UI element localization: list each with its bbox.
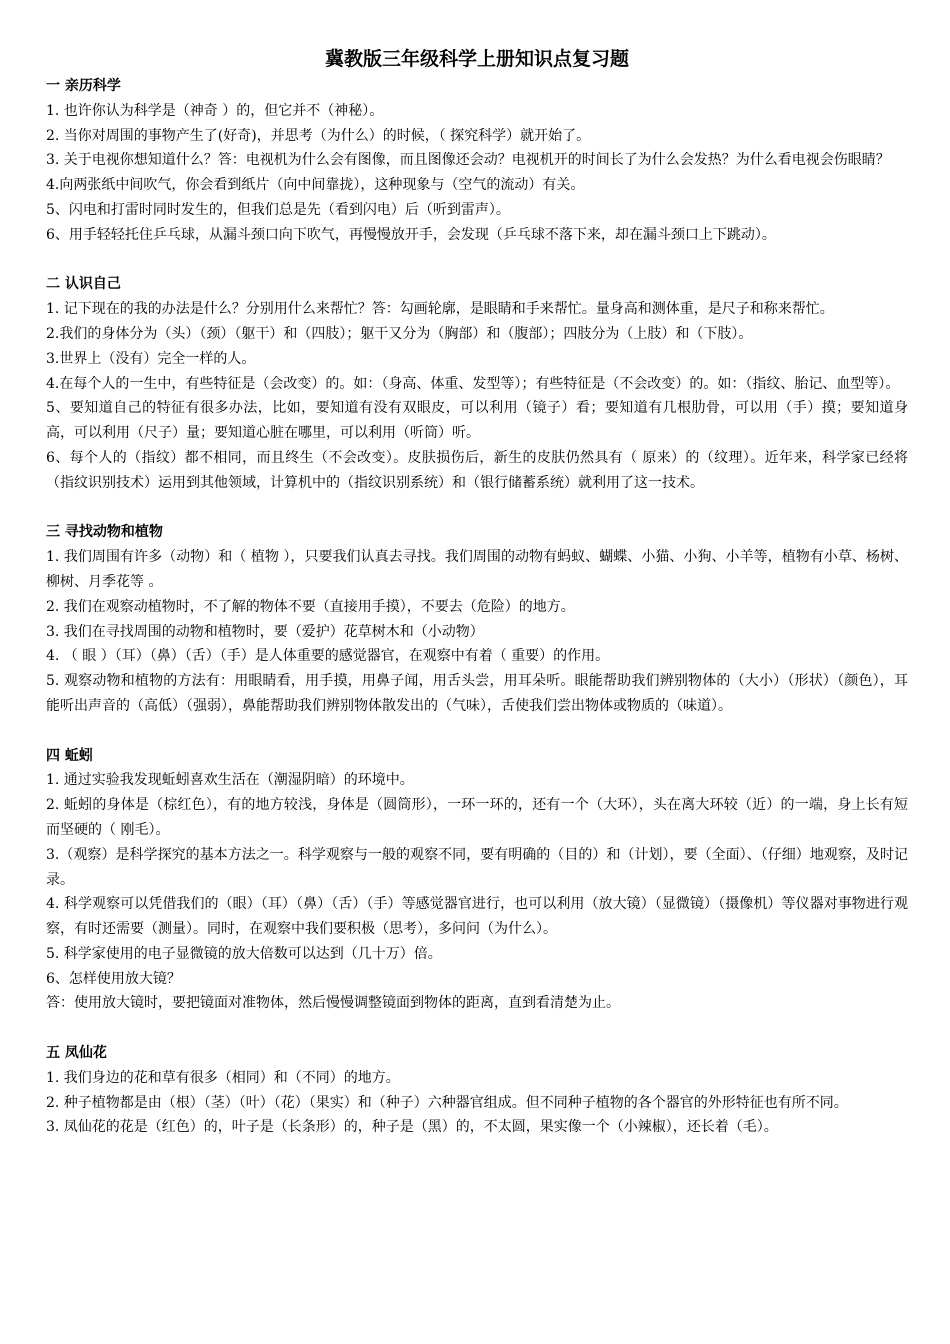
section-heading: 一 亲历科学: [46, 78, 121, 94]
question-item: 4.在每个人的一生中，有些特征是（会改变）的。如：（身高、体重、发型等）；有些特征是（不会改变）的。如：（指纹、胎记、血型等）。: [46, 375, 900, 392]
question-item: 3. 关于电视你想知道什么？答：电视机为什么会有图像，而且图像还会动？电视机开的时间长了为什么会发热？为什么看电视会伤眼睛？: [46, 152, 890, 169]
document-title: 冀教版三年级科学上册知识点复习题: [324, 48, 629, 70]
question-item: 3. 凤仙花的花是（红色）的，叶子是（长条形）的，种子是（黑）的，不太圆，果实像一个（小辣椒），还长着（毛）。: [46, 1119, 778, 1136]
question-item: 3.世界上（没有）完全一样的人。: [46, 350, 256, 367]
question-item: 6、用手轻轻托住乒乓球，从漏斗颈口向下吹气，再慢慢放开手，会发现（乒乓球不落下来，却在漏斗颈口上下跳动）。: [46, 226, 776, 243]
section-5: [46, 1041, 908, 1140]
question-item: 1. 我们周围有许多（动物）和（ 植物 ），只要我们认真去寻找。我们周围的动物有蚂蚁、蝴蝶、小猫、小狗、小羊等，植物有小草、杨树、柳树、月季花等 。: [46, 549, 908, 590]
section-1: [46, 74, 908, 248]
question-item: 5. 观察动物和植物的方法有：用眼睛看，用手摸，用鼻子闻，用舌头尝，用耳朵听。眼能帮助我们辨别物体的（大小）（形状）（颜色），耳能听出声音的（高低）（强弱），鼻能帮助我们辨别物体散发出的（气味），舌使我们尝出物体或物质的（味道）。: [46, 673, 908, 714]
question-item: 6、每个人的（指纹）都不相同，而且终生（不会改变）。皮肤损伤后，新生的皮肤仍然具有（ 原来）的（纹理）。近年来，科学家已经将（指纹识别技术）运用到其他领域，计算机中的（指纹识别系统）和（银行储蓄系统）就利用了这一技术。: [46, 449, 908, 491]
question-item: 2.我们的身体分为（头）（颈）（躯干）和（四肢）；躯干又分为（胸部）和（腹部）；四肢分为（上肢）和（下肢）。: [46, 325, 753, 342]
question-item: 4. 科学观察可以凭借我们的（眼）（耳）（鼻）（舌）（手）等感觉器官进行，也可以利用（放大镜）（显微镜）（摄像机）等仪器对事物进行观察，有时还需要（测量）。同时，在观察中我们要积极（思考），多问问（为什么）。: [46, 896, 908, 938]
question-item: 4.向两张纸中间吹气，你会看到纸片（向中间靠拢），这种现象与（空气的流动）有关。: [46, 177, 585, 194]
question-item: 1. 我们身边的花和草有很多（相同）和（不同）的地方。: [46, 1069, 400, 1086]
section-4: [46, 744, 908, 1017]
question-item: 5、闪电和打雷时同时发生的，但我们总是先（看到闪电）后（听到雷声）。: [46, 201, 510, 218]
section-heading: 四 蚯蚓: [46, 747, 93, 764]
question-item: 2. 蚯蚓的身体是（棕红色），有的地方较浅，身体是（圆筒形），一环一环的，还有一个（大环），头在离大环较（近）的一端，身上长有短而坚硬的（ 刚毛）。: [46, 797, 908, 838]
section-2: [46, 272, 908, 495]
question-item: 1. 通过实验我发现蚯蚓喜欢生活在（潮湿阴暗）的环境中。: [46, 772, 414, 789]
section-heading: 五 凤仙花: [46, 1045, 107, 1062]
question-item: 5. 科学家使用的电子显微镜的放大倍数可以达到（几十万）倍。: [46, 945, 442, 962]
section-3: [46, 520, 908, 718]
section-heading: 三 寻找动物和植物: [46, 524, 163, 541]
question-item: 6、怎样使用放大镜？: [46, 970, 181, 987]
section-heading: 二 认识自己: [46, 276, 121, 293]
question-item: 5、要知道自己的特征有很多办法，比如，要知道有没有双眼皮，可以利用（镜子）看；要知道有几根肋骨，可以用（手）摸；要知道身高，可以利用（尺子）量；要知道心脏在哪里，可以利用（听筒）听。: [46, 400, 908, 442]
document-page: [46, 44, 908, 1140]
question-item: 1. 记下现在的我的办法是什么？分别用什么来帮忙？答：勾画轮廓，是眼睛和手来帮忙。量身高和测体重，是尺子和称来帮忙。: [46, 301, 834, 318]
question-item: 4. （ 眼 ）（耳）（鼻）（舌）（手）是人体重要的感觉器官，在观察中有着（ 重要）的作用。: [46, 648, 610, 665]
question-item: 1. 也许你认为科学是（神奇 ）的，但它并不（神秘）。: [46, 102, 384, 119]
question-item: 2. 当你对周围的事物产生了(好奇)，并思考（为什么）的时候，（ 探究科学）就开始了。: [46, 127, 591, 144]
question-item: 2. 种子植物都是由（根）（茎）（叶）（花）（果实）和（种子）六种器官组成。但不同种子植物的各个器官的外形特征也有所不同。: [46, 1094, 848, 1111]
question-item: 2. 我们在观察动植物时，不了解的物体不要（直接用手摸），不要去（危险）的地方。: [46, 598, 575, 615]
question-item: 3.（观察）是科学探究的基本方法之一。科学观察与一般的观察不同，要有明确的（目的）和（计划），要（全面）、（仔细）地观察，及时记录。: [46, 846, 908, 888]
question-item: 3. 我们在寻找周围的动物和植物时，要（爱护）花草树木和（小动物）: [46, 623, 484, 640]
answer-item: 答：使用放大镜时，要把镜面对准物体，然后慢慢调整镜面到物体的距离，直到看清楚为止。: [46, 995, 620, 1012]
